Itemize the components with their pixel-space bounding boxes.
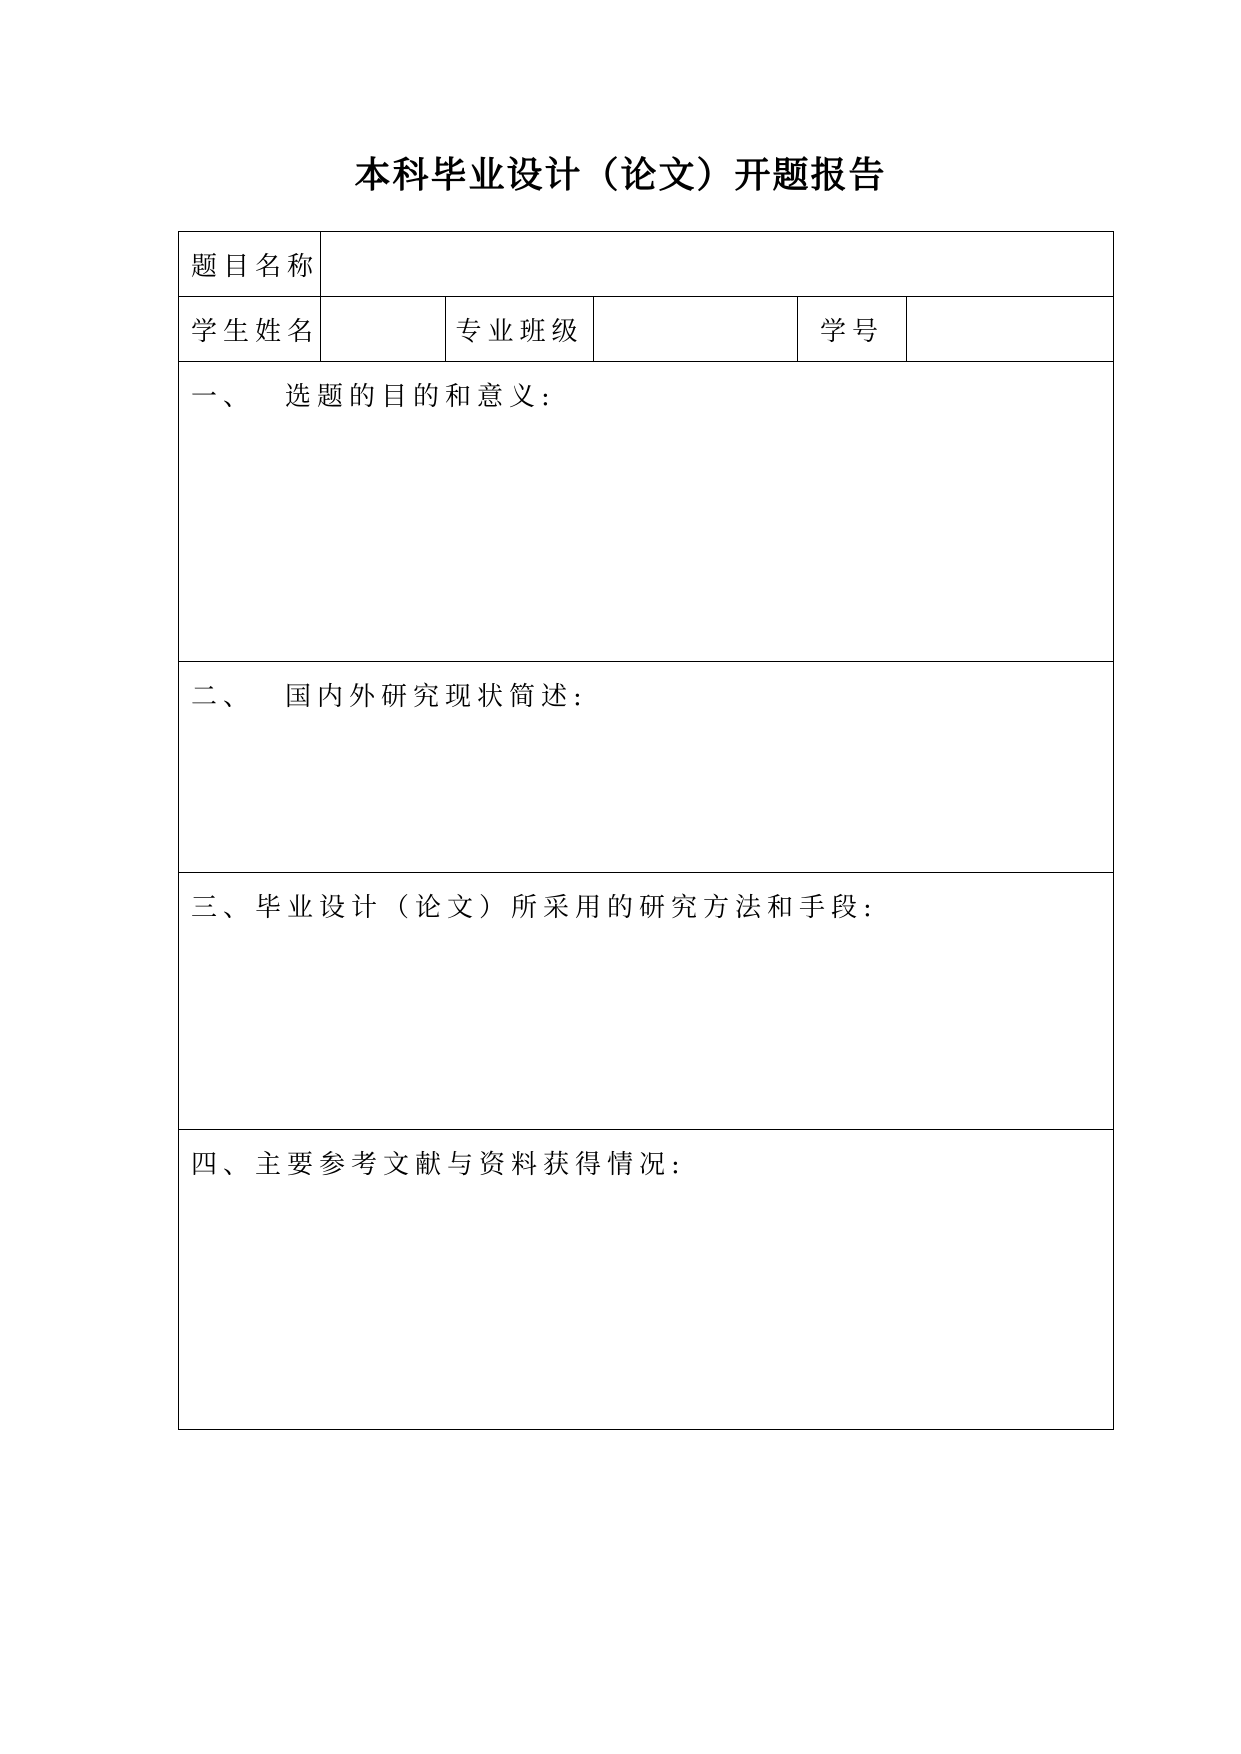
section-purpose-row xyxy=(179,362,1114,662)
topic-label: 题目名称 xyxy=(179,232,321,297)
section-heading: 选题的目的和意义: xyxy=(285,382,556,412)
student-name-label: 学生姓名 xyxy=(179,297,321,362)
major-class-label: 专业班级 xyxy=(446,297,594,362)
document-title: 本科毕业设计（论文）开题报告 xyxy=(354,154,887,196)
section-status-row xyxy=(179,662,1114,873)
topic-field[interactable] xyxy=(321,232,1114,297)
section-number: 二、 xyxy=(191,682,256,712)
section-purpose-cell[interactable] xyxy=(179,362,1114,662)
student-id-label: 学号 xyxy=(798,297,907,362)
section-methods-cell[interactable] xyxy=(179,873,1114,1130)
section-references-cell[interactable] xyxy=(179,1130,1114,1430)
section-heading: 国内外研究现状简述: xyxy=(285,682,588,712)
student-id-field[interactable] xyxy=(907,297,1114,362)
student-name-field[interactable] xyxy=(321,297,446,362)
proposal-form-table xyxy=(178,231,1114,1430)
student-info-row xyxy=(179,297,1114,362)
major-class-field[interactable] xyxy=(594,297,798,362)
section-heading: 毕业设计（论文）所采用的研究方法和手段: xyxy=(255,893,878,923)
section-number: 一、 xyxy=(191,382,256,412)
section-number: 四、 xyxy=(191,1150,256,1180)
section-methods-row xyxy=(179,873,1114,1130)
section-status-cell[interactable] xyxy=(179,662,1114,873)
section-number: 三、 xyxy=(191,893,256,923)
section-references-row xyxy=(179,1130,1114,1430)
topic-row xyxy=(179,232,1114,297)
section-heading: 主要参考文献与资料获得情况: xyxy=(255,1150,686,1180)
